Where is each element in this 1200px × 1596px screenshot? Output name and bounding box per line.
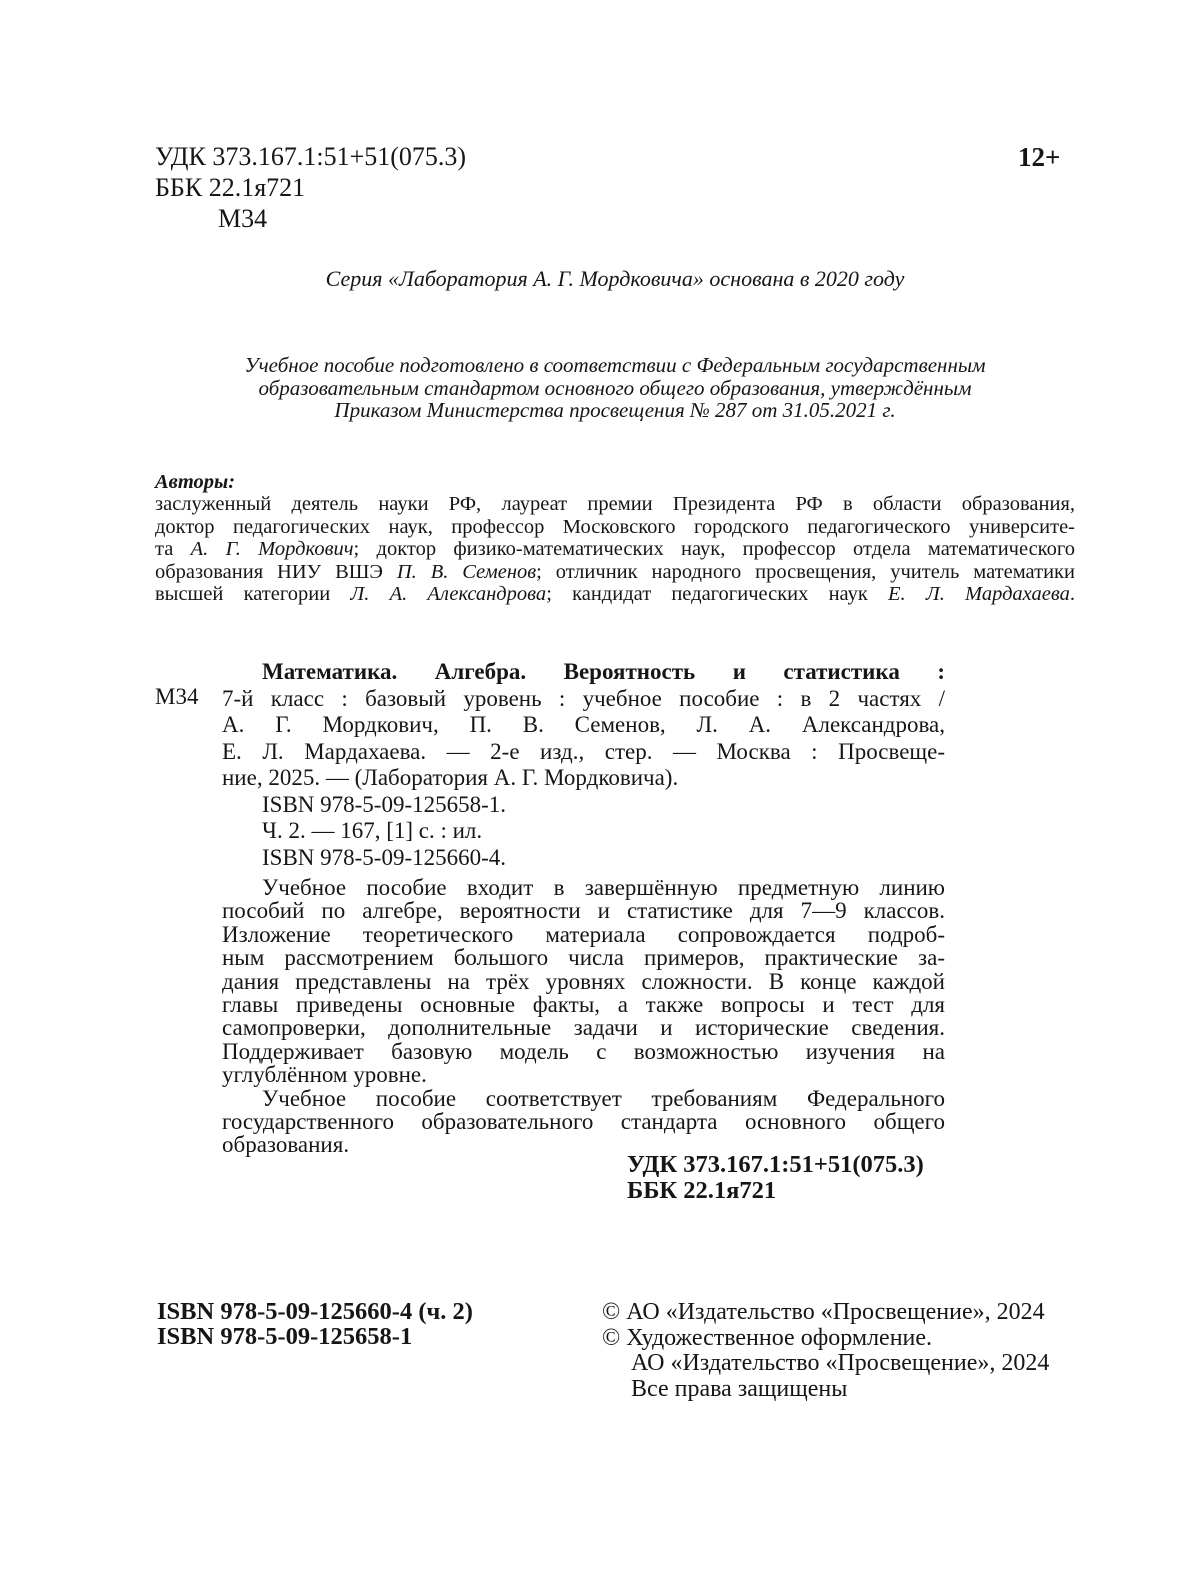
- text-line: государственного образовательного стандарта основного общего: [222, 1109, 945, 1135]
- text-line: ISBN 978-5-09-125660-4 (ч. 2): [157, 1298, 473, 1325]
- footer-copyright-block: [602, 1300, 1080, 1402]
- text-line: ние, 2025. — (Лаборатория А. Г. Мордковича).: [222, 765, 679, 790]
- footer-isbn-block: [157, 1300, 473, 1349]
- age-rating-badge: 12+: [1018, 142, 1061, 172]
- text-line: АО «Издательство «Просвещение», 2024: [631, 1350, 1050, 1376]
- text-line: ISBN 978-5-09-125658-1.: [262, 791, 507, 817]
- series-note: Серия «Лаборатория А. Г. Мордковича» основана в 2020 году: [325, 266, 905, 291]
- top-codes-block: [155, 141, 466, 234]
- fgos-note: [155, 354, 1075, 422]
- bibliographic-description: [222, 659, 945, 871]
- text-line: доктор педагогических наук, профессор Московского городского педагогического университе-: [155, 515, 1075, 538]
- annotation-block: [222, 876, 945, 1157]
- text-line: Учебное пособие подготовлено в соответствии с Федеральным государственным: [244, 353, 986, 377]
- text-line: 7-й класс : базовый уровень : учебное пособие : в 2 частях /: [222, 685, 945, 711]
- text-line: Е. Л. Мардахаева. — 2-е изд., стер. — Москва : Просвеще-: [222, 738, 945, 764]
- bbk-code: ББК 22.1я721: [155, 173, 306, 202]
- text-line: Приказом Министерства просвещения № 287 от 31.05.2021 г.: [334, 398, 896, 422]
- text-line: заслуженный деятель науки РФ, лауреат премии Президента РФ в области образования,: [155, 493, 1075, 516]
- text-line: главы приведены основные факты, а также вопросы и тест для: [222, 992, 945, 1018]
- text-line: пособий по алгебре, вероятности и статистике для 7—9 классов.: [222, 898, 945, 924]
- authors-text: [155, 493, 1075, 605]
- text-line: та А. Г. Мордкович; доктор физико-математических наук, профессор отдела математического: [155, 538, 1076, 561]
- text-line: Учебное пособие входит в завершённую предметную линию: [262, 875, 945, 900]
- bib-margin-code: М34: [155, 684, 199, 709]
- text-line: Ч. 2. — 167, [1] с. : ил.: [262, 818, 483, 843]
- authors-block: [155, 471, 1075, 605]
- text-line: Учебное пособие соответствует требованиям Федерального: [262, 1085, 945, 1111]
- text-line: высшей категории Л. А. Александрова; кандидат педагогических наук Е. Л. Мардахаева.: [155, 583, 1075, 606]
- udk-code: УДК 373.167.1:51+51(075.3): [155, 142, 467, 171]
- text-line: Изложение теоретического материала сопровождается подроб-: [222, 921, 945, 947]
- text-line: дания представлены на трёх уровнях сложности. В конце каждой: [222, 968, 945, 994]
- text-line: углублённом уровне.: [222, 1062, 427, 1088]
- authors-heading: Авторы:: [155, 471, 236, 493]
- text-line: Математика. Алгебра. Вероятность и статистика :: [262, 659, 945, 684]
- udk-bbk-bottom-block: [627, 1152, 924, 1203]
- text-line: Поддерживает базовую модель с возможностью изучения на: [222, 1038, 945, 1064]
- text-line: самопроверки, дополнительные задачи и исторические сведения.: [222, 1015, 945, 1041]
- text-line: образования НИУ ВШЭ П. В. Семенов; отличник народного просвещения, учитель математики: [155, 560, 1075, 583]
- udk-code-bottom: УДК 373.167.1:51+51(075.3): [627, 1151, 924, 1178]
- text-line: © АО «Издательство «Просвещение», 2024: [602, 1299, 1045, 1325]
- text-line: Все права защищены: [631, 1375, 848, 1402]
- text-line: ISBN 978-5-09-125660-4.: [262, 844, 507, 870]
- text-line: образовательным стандартом основного общего образования, утверждённым: [258, 375, 972, 400]
- text-line: ным рассмотрением большого числа примеров, практические за-: [222, 945, 945, 971]
- book-author-code: М34: [218, 204, 268, 233]
- bbk-code-bottom: ББК 22.1я721: [627, 1176, 777, 1204]
- text-line: образования.: [222, 1132, 350, 1158]
- text-line: ISBN 978-5-09-125658-1: [157, 1322, 413, 1350]
- text-line: © Художественное оформление.: [602, 1324, 933, 1351]
- text-line: А. Г. Мордкович, П. В. Семенов, Л. А. Александрова,: [222, 712, 945, 737]
